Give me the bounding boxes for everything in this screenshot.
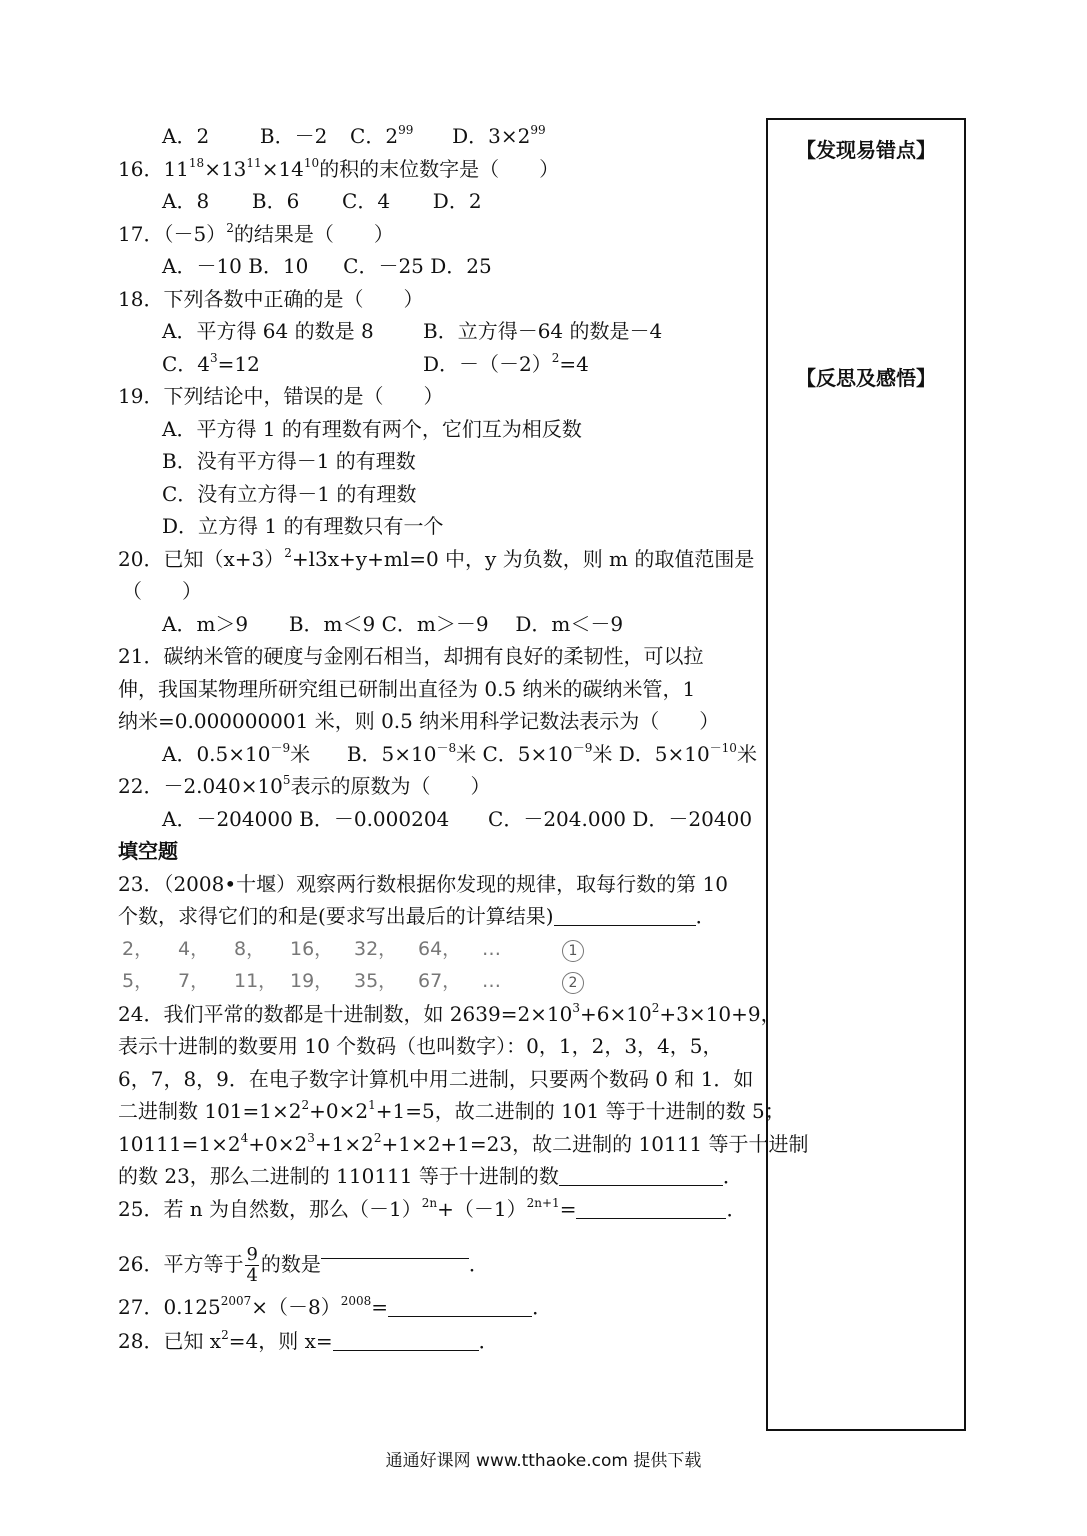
- q20-option-c: C．m＞－9: [381, 612, 489, 636]
- q23-answer-blank[interactable]: [554, 905, 696, 926]
- q22-stem: 22．$-2.040\times 10^5$表示的原数为（ ）: [118, 773, 491, 798]
- q15-option-d: D．$3\times 2^{99}$: [452, 123, 546, 148]
- fraction-nine-fourths: $\frac{9}{4}$: [246, 1244, 258, 1286]
- q24-line-4: 二进制数 $101=1\times 2^2+0\times 2^1+1=5$，故二进制的 101 等于十进制的数 5；: [118, 1098, 785, 1123]
- q28-answer-blank[interactable]: [333, 1330, 479, 1351]
- q19-option-b: B．没有平方得－1 的有理数: [162, 449, 416, 473]
- q27-stem: 27．$0.125^{2007}\times(-8)^{2008}=$ ．: [118, 1294, 553, 1319]
- q23-sequence-row-1: 2， 4， 8， 16， 32， 64， … 1: [122, 936, 584, 962]
- side-panel: [766, 118, 966, 1431]
- q15-option-c: C．$2^{99}$: [350, 123, 414, 148]
- q16-options: [162, 188, 482, 214]
- q19-option-a: A．平方得 1 的有理数有两个，它们互为相反数: [162, 417, 582, 441]
- q22-option-b: B．－0.000204: [299, 807, 450, 831]
- q17-option-d: D．25: [430, 254, 492, 278]
- q17-options: [162, 253, 492, 279]
- q21-options: [162, 741, 757, 767]
- q21-line-1: 21．碳纳米管的硬度与金刚石相当，却拥有良好的柔韧性，可以拉: [118, 644, 704, 668]
- q26-stem: 26．平方等于 $\frac{9}{4}$ 的数是 ．: [118, 1238, 489, 1286]
- q25-stem: 25．若 n 为自然数，那么$(-1)^{2n}+(-1)^{2n+1}=$ ．: [118, 1196, 747, 1221]
- q20-stem: 20．已知$(x+3)^2+l3x+y+ml=0$ 中，y 为负数，则 m 的取值范围是: [118, 546, 755, 571]
- q17-option-b: B．10: [248, 254, 309, 278]
- q21-option-a: A．$0.5\times 10^{-9}$米: [162, 741, 311, 766]
- q20-option-d: D．m＜－9: [515, 612, 624, 636]
- q24-line-1: 24．我们平常的数都是十进制数，如 $2639=2\times 10^3+6\times 10^2+3\times 10+9$，: [118, 1001, 781, 1026]
- q25-answer-blank[interactable]: [576, 1198, 726, 1219]
- q24-line-3: 6，7，8，9．在电子数字计算机中用二进制，只要两个数码 0 和 1．如: [118, 1067, 754, 1091]
- q16-option-c: C．4: [342, 189, 391, 213]
- q16-option-a: A．8: [162, 189, 210, 213]
- q17-stem: 17．$(-5)^2$的结果是（ ）: [118, 221, 394, 246]
- q19-stem: 19．下列结论中，错误的是（ ）: [118, 384, 444, 408]
- row-1-marker: 1: [562, 940, 584, 962]
- q20-paren: （ ）: [122, 579, 202, 603]
- q24-answer-blank[interactable]: [559, 1165, 723, 1186]
- q22-option-d: D．－20400: [632, 807, 753, 831]
- q16-option-b: B．6: [251, 189, 300, 213]
- q17-option-a: A．－10: [162, 254, 242, 278]
- q20-option-b: B．m＜9: [288, 612, 376, 636]
- q23-sequence-row-2: 5， 7， 11， 19， 35， 67， … 2: [122, 968, 584, 994]
- q18-stem: 18．下列各数中正确的是（ ）: [118, 287, 424, 311]
- q20-options: [162, 611, 623, 637]
- page-footer: 通通好课网 www.tthaoke.com 提供下载: [385, 1451, 702, 1471]
- q21-option-c: C．$5\times 10^{-9}$米: [482, 741, 613, 766]
- q21-line-2: 伸，我国某物理所研究组已研制出直径为 0.5 纳米的碳纳米管，1: [118, 677, 696, 701]
- q16-option-d: D．2: [432, 189, 482, 213]
- q21-line-3: 纳米=0.000000001 米，则 0.5 纳米用科学记数法表示为（ ）: [118, 709, 720, 733]
- q22-option-c: C．－204.000: [488, 807, 627, 831]
- q27-answer-blank[interactable]: [388, 1296, 532, 1317]
- q18-option-c: C．$4^3=12$: [162, 351, 260, 376]
- q23-line-2: 个数，求得它们的和是(要求写出最后的计算结果) ．: [118, 904, 716, 928]
- q20-option-a: A．m＞9: [162, 612, 249, 636]
- q22-option-a: A．－204000: [162, 807, 293, 831]
- row-2-marker: 2: [562, 972, 584, 994]
- q18-option-b: B．立方得－64 的数是－4: [423, 319, 663, 343]
- q15-option-b: B．－2: [259, 124, 328, 148]
- q22-options: [162, 806, 752, 832]
- q15-option-a: A．2: [162, 124, 210, 148]
- q24-line-2: 表示十进制的数要用 10 个数码（也叫数字）：0，1，2，3，4，5，: [118, 1034, 723, 1058]
- q23-line-1: 23．（2008•十堰）观察两行数根据你发现的规律，取每行数的第 10: [118, 872, 728, 896]
- q26-answer-blank[interactable]: [321, 1238, 469, 1259]
- q17-option-c: C．－25: [343, 254, 424, 278]
- side-title-reflection: 【反思及感悟】: [796, 366, 936, 390]
- q21-option-b: B．$5\times 10^{-8}$米: [346, 741, 477, 766]
- q18-option-d: D．$-(-2)^2=4$: [423, 351, 589, 376]
- fill-in-heading: 填空题: [118, 839, 178, 863]
- q15-options: [162, 123, 546, 149]
- q19-option-c: C．没有立方得－1 的有理数: [162, 482, 417, 506]
- q24-line-5: $10111=1\times 2^4+0\times 2^3+1\times 2^2+1\times 2+1=23$，故二进制的 10111 等于十进制: [118, 1131, 809, 1156]
- side-title-mistakes: 【发现易错点】: [796, 138, 936, 162]
- q24-line-6: 的数 23，那么二进制的 110111 等于十进制的数 ．: [118, 1164, 743, 1188]
- q18-option-a: A．平方得 64 的数是 8: [162, 319, 374, 343]
- q19-option-d: D．立方得 1 的有理数只有一个: [162, 514, 444, 538]
- q28-stem: 28．已知 $x^2=4$，则 x= ．: [118, 1328, 499, 1353]
- q21-option-d: D．$5\times 10^{-10}$米: [618, 741, 757, 766]
- q16-stem: 16．$11^{18}\times 13^{11}\times 14^{10}$的积的末位数字是（ ）: [118, 156, 560, 181]
